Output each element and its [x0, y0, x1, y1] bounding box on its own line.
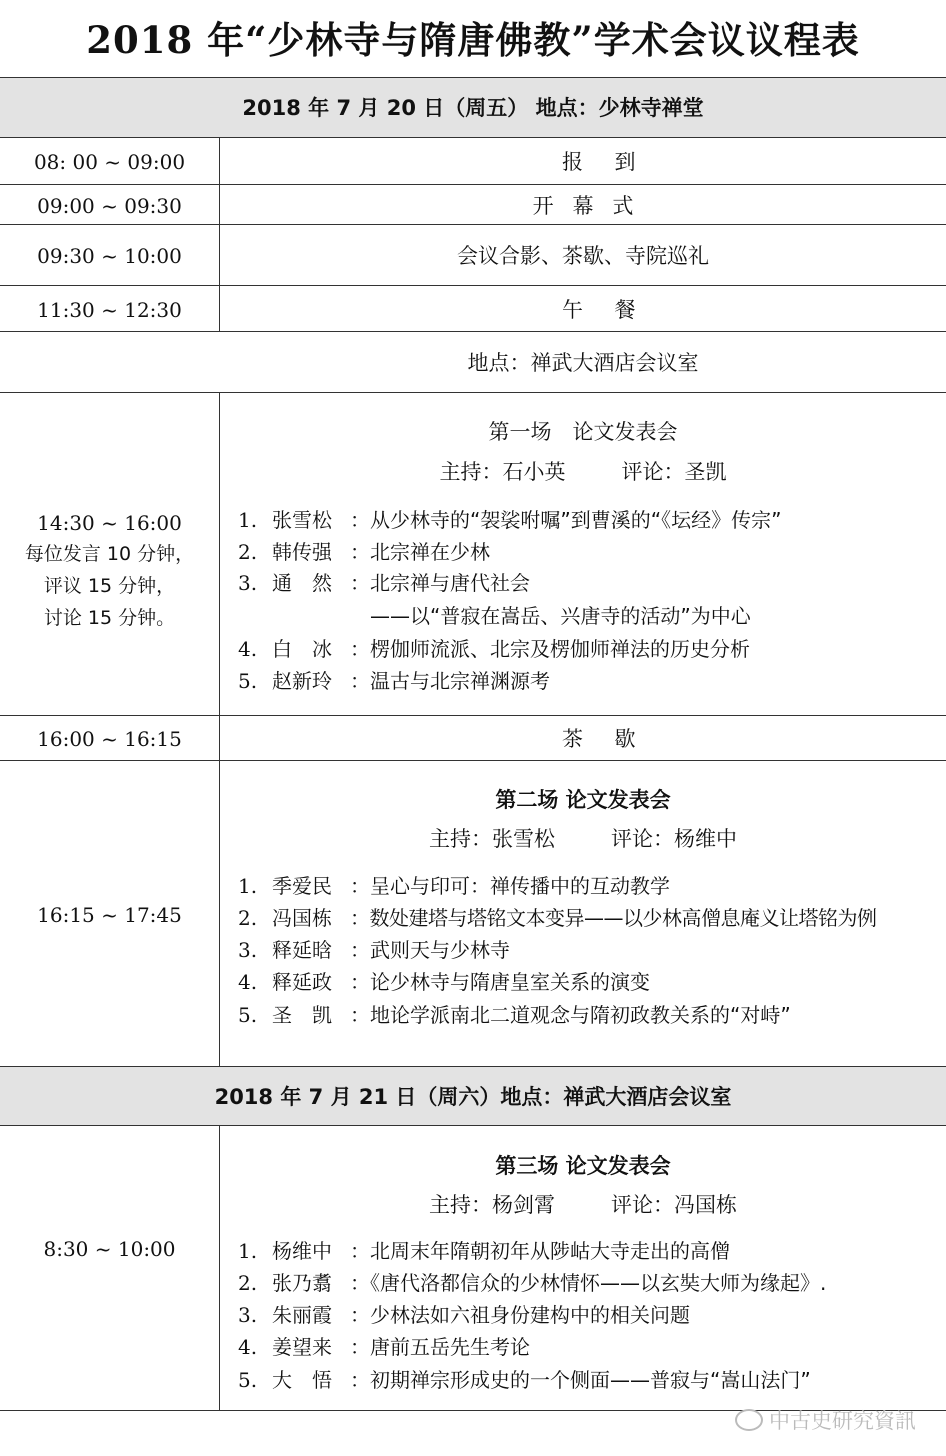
paper-number: 1. [238, 1239, 258, 1263]
list-item [238, 1267, 943, 1296]
session-title: 第三场 论文发表会 [495, 1154, 671, 1178]
paper-number: 4. [238, 637, 258, 661]
list-item [238, 1235, 943, 1264]
list-item [238, 504, 943, 533]
list-item [238, 1331, 943, 1360]
paper-number: 3. [238, 938, 258, 962]
list-item [238, 633, 943, 662]
list-item [238, 1364, 943, 1393]
paper-number: 3. [238, 571, 258, 595]
paper-speaker: 圣 凯 [272, 1003, 332, 1027]
paper-topic: ：楞伽师流派、北宗及楞伽师禅法的历史分析 [350, 637, 750, 661]
list-item [238, 902, 943, 931]
time-cell: 08: 00 ~ 09:00 [33, 150, 186, 174]
paper-speaker: 大 悟 [272, 1368, 332, 1392]
session-note-line: 评议 15 分钟， [43, 575, 176, 597]
time-cell: 09:00 ~ 09:30 [37, 194, 182, 218]
paper-speaker: 张乃翥 [272, 1271, 332, 1295]
paper-speaker: 姜望来 [272, 1335, 332, 1359]
paper-speaker: 通 然 [272, 571, 332, 595]
time-cell: 09:30 ~ 10:00 [37, 244, 182, 268]
paper-number: 5. [238, 669, 258, 693]
paper-speaker: 赵新玲 [272, 669, 332, 693]
session-host: 主持：杨剑霄 [429, 1193, 555, 1217]
divider [0, 760, 946, 761]
paper-topic: ：温古与北宗禅渊源考 [350, 669, 550, 693]
agenda-item: 茶歇 [562, 727, 667, 751]
paper-number: 1. [238, 874, 258, 898]
time-cell: 14:30 ~ 16:00 [37, 511, 182, 535]
paper-number: 5. [238, 1368, 258, 1392]
time-cell: 16:15 ~ 17:45 [37, 903, 182, 927]
paper-number: 2. [238, 540, 258, 564]
paper-speaker: 释延晗 [272, 938, 332, 962]
time-cell: 16:00 ~ 16:15 [37, 727, 182, 751]
list-item [238, 665, 943, 694]
paper-number: 1. [238, 508, 258, 532]
list-item [238, 999, 943, 1028]
paper-speaker: 杨维中 [272, 1239, 332, 1263]
paper-topic: ：论少林寺与隋唐皇室关系的演变 [350, 970, 650, 994]
paper-topic: ：初期禅宗形成史的一个侧面——普寂与“嵩山法门” [350, 1368, 811, 1392]
divider [0, 392, 946, 393]
paper-speaker: 释延政 [272, 970, 332, 994]
paper-number: 4. [238, 970, 258, 994]
paper-topic: ：数处建塔与塔铭文本变异——以少林高僧息庵义让塔铭为例 [350, 906, 877, 930]
watermark-text: 中古史研究資訊 [769, 1409, 916, 1433]
session-reviewer: 评论：圣凯 [621, 460, 727, 484]
list-item [238, 567, 943, 596]
list-item [238, 966, 943, 995]
paper-subtitle: ——以“普寂在嵩岳、兴唐寺的活动”为中心 [370, 604, 751, 628]
page-title: 2018 年“少林寺与隋唐佛教”学术会议议程表 [86, 18, 860, 62]
session-host-line [220, 823, 946, 853]
paper-number: 2. [238, 906, 258, 930]
paper-topic: ：北宗禅在少林 [350, 540, 490, 564]
list-item [238, 934, 943, 963]
paper-topic: ：少林法如六祖身份建构中的相关问题 [350, 1303, 690, 1327]
agenda-item: 会议合影、茶歇、寺院巡礼 [457, 244, 709, 268]
session-host: 主持：石小英 [439, 460, 566, 484]
session-note-line: 每位发言 10 分钟， [24, 543, 195, 565]
paper-number: 5. [238, 1003, 258, 1027]
time-cell: 8:30 ~ 10:00 [43, 1237, 176, 1261]
paper-topic: ：武则天与少林寺 [350, 938, 510, 962]
day2-header: 2018 年 7 月 21 日（周六）地点：禅武大酒店会议室 [0, 1067, 946, 1125]
paper-number: 2. [238, 1271, 258, 1295]
session-reviewer: 评论：杨维中 [611, 827, 737, 851]
watermark [735, 1405, 916, 1435]
paper-topic: ：从少林寺的“袈裟咐嘱”到曹溪的“《坛经》传宗” [350, 508, 782, 532]
session-title: 第一场 论文发表会 [488, 420, 678, 444]
paper-speaker: 张雪松 [272, 508, 332, 532]
paper-topic: ：《唐代洛都信众的少林情怀——以玄奘大师为缘起》. [350, 1271, 827, 1295]
list-item [238, 536, 943, 565]
paper-speaker: 韩传强 [272, 540, 332, 564]
paper-speaker: 白 冰 [272, 637, 332, 661]
divider [0, 1125, 946, 1126]
wechat-icon [735, 1409, 763, 1431]
paper-topic: ：北宗禅与唐代社会 [350, 571, 530, 595]
list-item [238, 870, 943, 899]
agenda-item: 午餐 [562, 298, 667, 322]
paper-topic: ：地论学派南北二道观念与隋初政教关系的“对峙” [350, 1003, 791, 1027]
session-host-line [220, 1189, 946, 1219]
paper-number: 3. [238, 1303, 258, 1327]
paper-speaker: 冯国栋 [272, 906, 332, 930]
time-cell: 11:30 ~ 12:30 [37, 298, 182, 322]
agenda-item: 报到 [562, 150, 667, 174]
paper-number: 4. [238, 1335, 258, 1359]
paper-speaker: 朱丽霞 [272, 1303, 332, 1327]
paper-topic: ：北周末年隋朝初年从陟岵大寺走出的高僧 [350, 1239, 730, 1263]
paper-topic: ：唐前五岳先生考论 [350, 1335, 530, 1359]
session-host: 主持：张雪松 [429, 827, 555, 851]
session-host-line [220, 456, 946, 486]
list-item [238, 1299, 943, 1328]
session-title: 第二场 论文发表会 [495, 788, 671, 812]
paper-topic: ：呈心与印可：禅传播中的互动教学 [350, 874, 670, 898]
day1-header: 2018 年 7 月 20 日（周五） 地点：少林寺禅堂 [0, 78, 946, 137]
session-reviewer: 评论：冯国栋 [611, 1193, 737, 1217]
agenda-item: 开幕式 [532, 194, 653, 218]
column-divider [219, 138, 220, 331]
venue-afternoon: 地点：禅武大酒店会议室 [467, 351, 699, 375]
session-note-line: 讨论 15 分钟。 [43, 607, 176, 629]
paper-speaker: 季爱民 [272, 874, 332, 898]
